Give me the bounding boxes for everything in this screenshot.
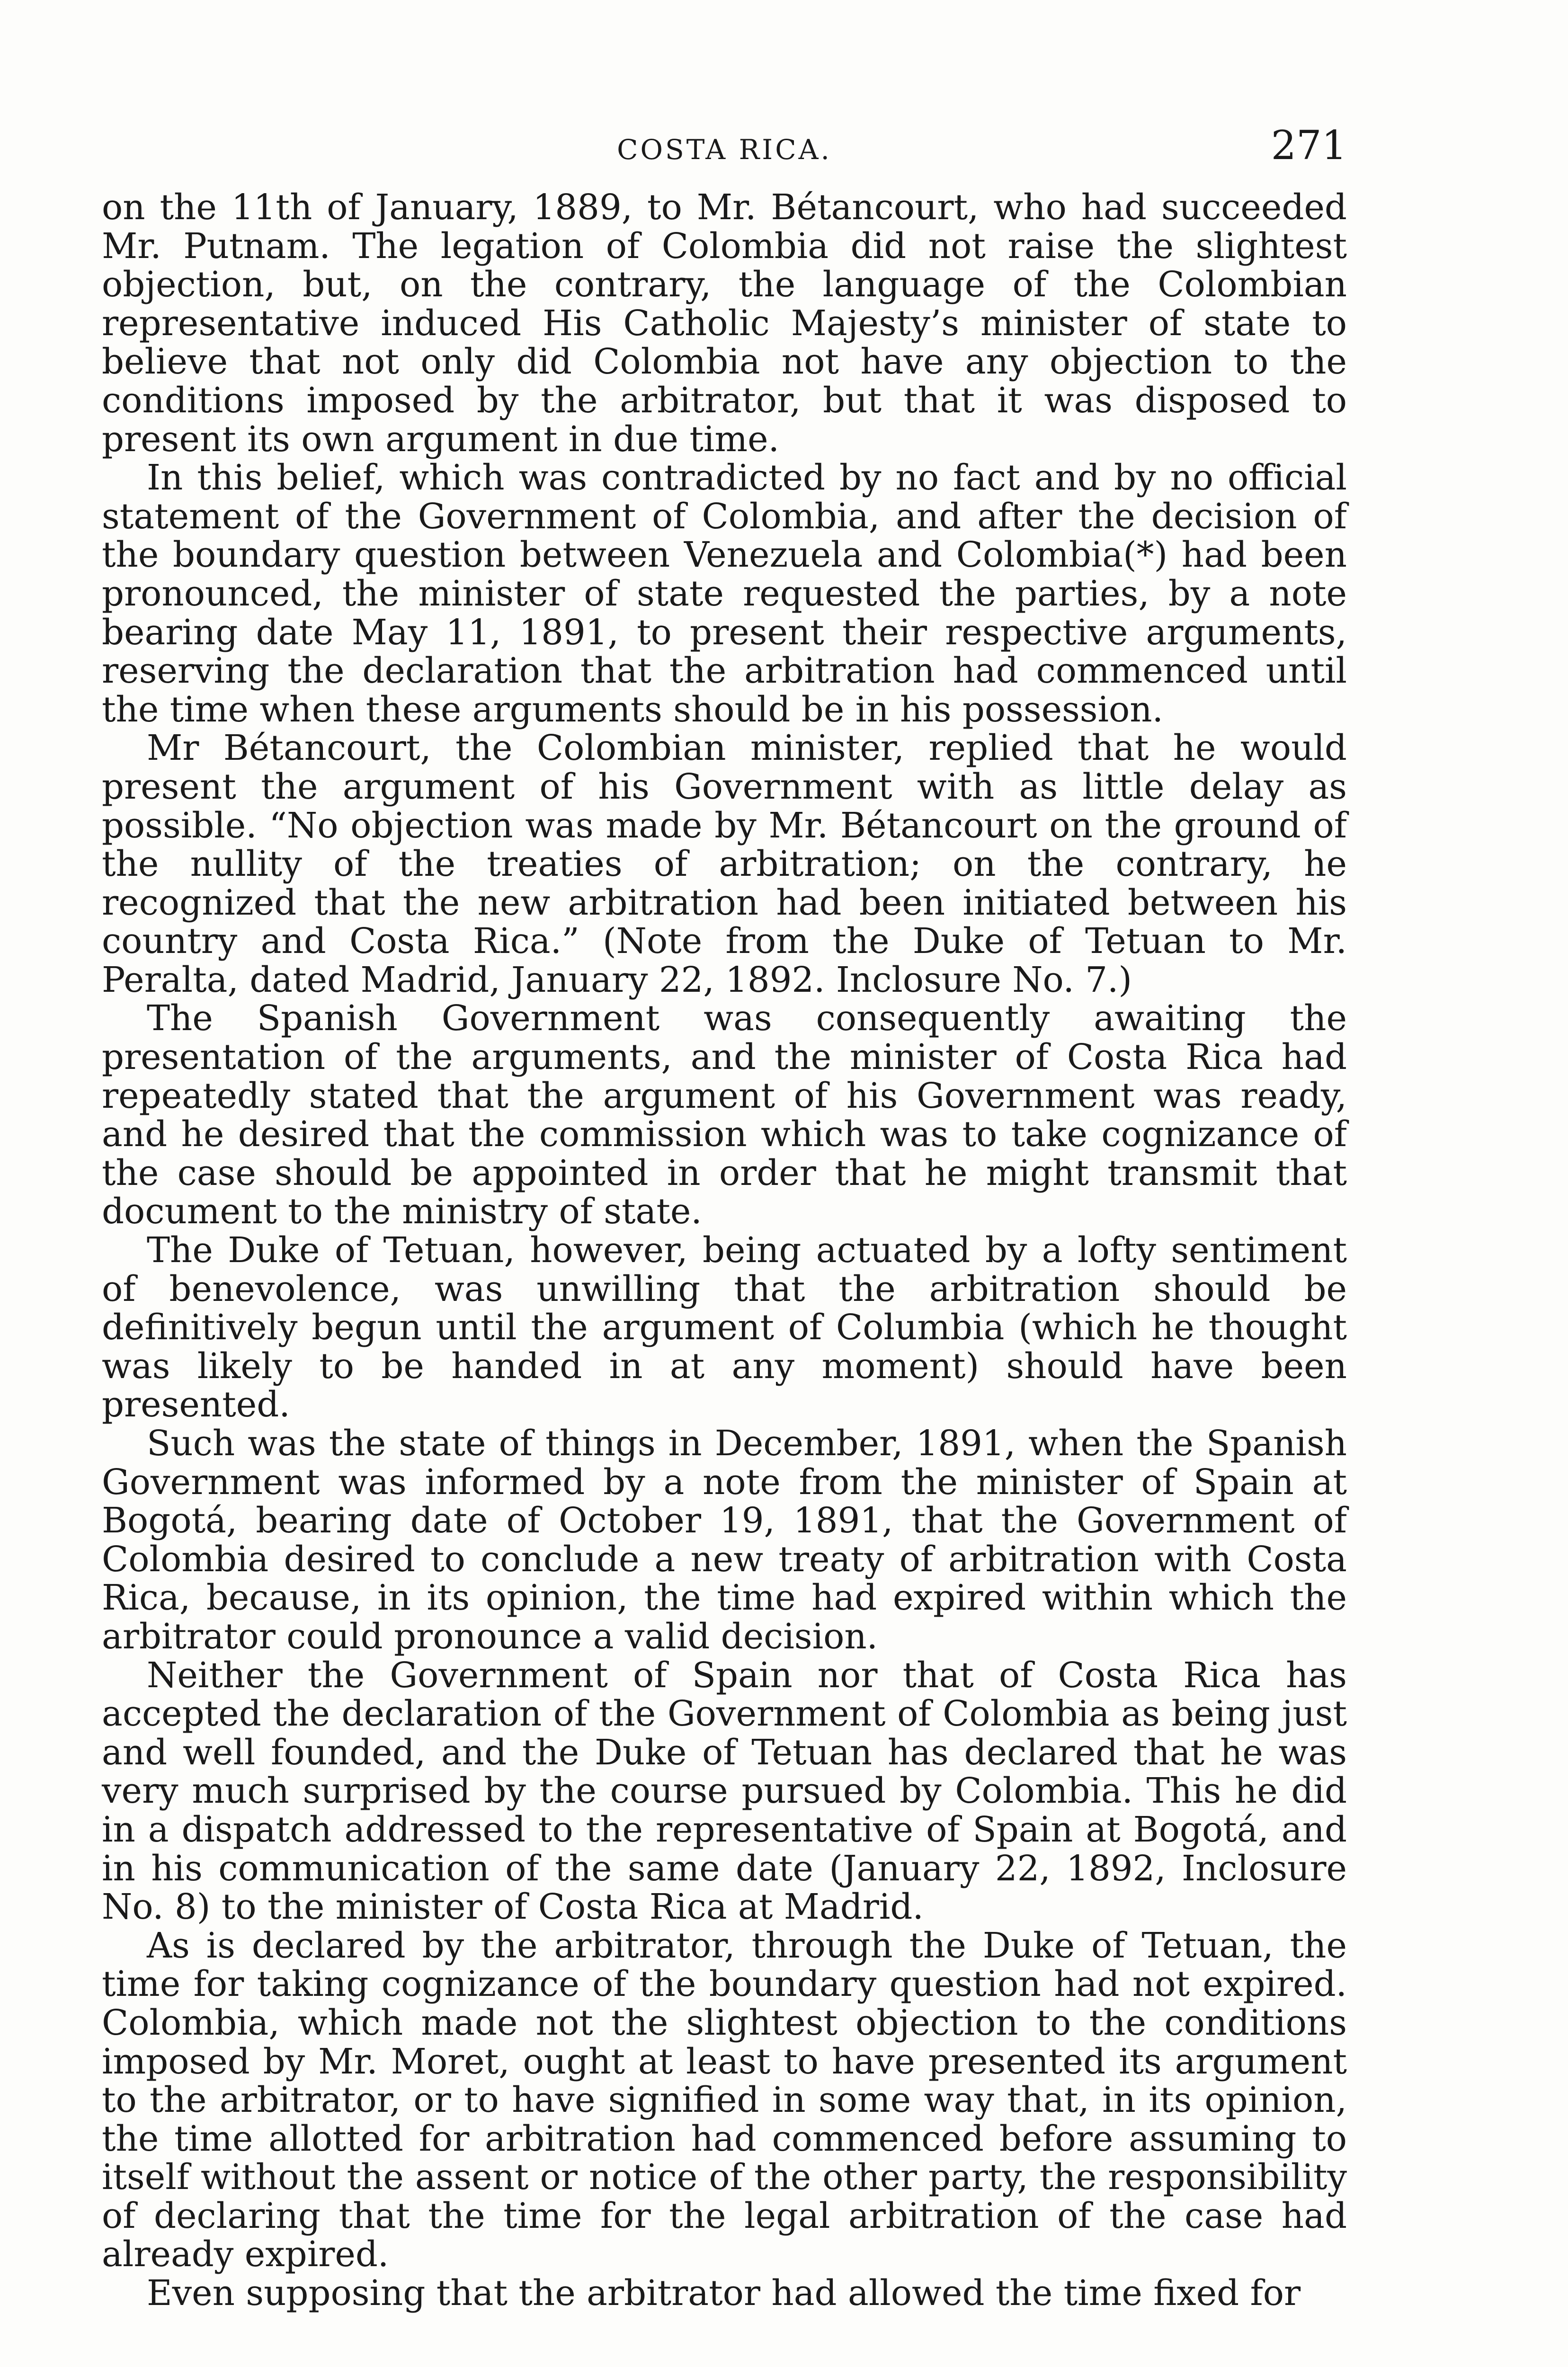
paragraph: Such was the state of things in December, 1891, when the Spanish Government was informed by a note from the minister of Spain at Bogotá, bearing date of October 19, 1891, that the Government of Colombia desired to conclude a new treaty of arbitration with Costa Rica, because, in its opinion, the time had expired within which the arbitrator could pronounce a valid decision. <box>102 1424 1347 1657</box>
body-text <box>102 188 1347 2313</box>
paragraph: on the 11th of January, 1889, to Mr. Bétancourt, who had succeeded Mr. Putnam. The legation of Colombia did not raise the slightest objection, but, on the contrary, the language of the Colombian representative induced His Catholic Majesty’s minister of state to believe that not only did Colombia not have any objection to the conditions imposed by the arbitrator, but that it was disposed to present its own argument in due time. <box>102 187 1347 460</box>
paragraph: As is declared by the arbitrator, through the Duke of Tetuan, the time for taking cognizance of the boundary question had not expired. Colombia, which made not the slightest objection to the conditions imposed by Mr. Moret, ought at least to have presented its argument to the arbitrator, or to have signified in some way that, in its opinion, the time allotted for arbitration had commenced before assuming to itself without the assent or notice of the other party, the responsibility of declaring that the time for the legal arbitration of the case had already expired. <box>102 1925 1347 2275</box>
paragraph: Neither the Government of Spain nor that of Costa Rica has accepted the declaration of the Government of Colombia as being just and well founded, and the Duke of Tetuan has declared that he was very much surprised by the course pursued by Colombia. This he did in a dispatch addressed to the representative of Spain at Bogotá, and in his communication of the same date (January 22, 1892, Inclosure No. 8) to the minister of Costa Rica at Madrid. <box>102 1655 1347 1928</box>
paragraph: The Duke of Tetuan, however, being actuated by a lofty sentiment of benevolence, was unwilling that the arbitration should be definitively begun until the argument of Columbia (which he thought was likely to be handed in at any moment) should have been presented. <box>102 1230 1347 1425</box>
running-head <box>102 122 1347 174</box>
paragraph: In this belief, which was contradicted by no fact and by no official statement of the Government of Colombia, and after the decision of the boundary question between Venezuela and Colombia(*) had been pronounced, the minister of state requested the parties, by a note bearing date May 11, 1891, to present their respective arguments, reserving the declaration that the arbitration had commenced until the time when these arguments should be in his possession. <box>102 458 1347 730</box>
paragraph: The Spanish Government was consequently awaiting the presentation of the arguments, and the minister of Costa Rica had repeatedly stated that the argument of his Government was ready, and he desired that the commission which was to take cognizance of the case should be appointed in order that he might transmit that document to the ministry of state. <box>102 998 1347 1232</box>
paragraph: Even supposing that the arbitrator had allowed the time fixed for <box>147 2273 1301 2314</box>
running-title: COSTA RICA. <box>617 133 832 166</box>
paragraph: Mr Bétancourt, the Colombian minister, replied that he would present the argument of his Government with as little delay as possible. “No objection was made by Mr. Bétancourt on the ground of the nullity of the treaties of arbitration; on the contrary, he recognized that the new arbitration had been initiated between his country and Costa Rica.” (Note from the Duke of Tetuan to Mr. Peralta, dated Madrid, January 22, 1892. Inclosure No. 7.) <box>102 728 1347 1000</box>
page-number: 271 <box>1271 122 1347 169</box>
